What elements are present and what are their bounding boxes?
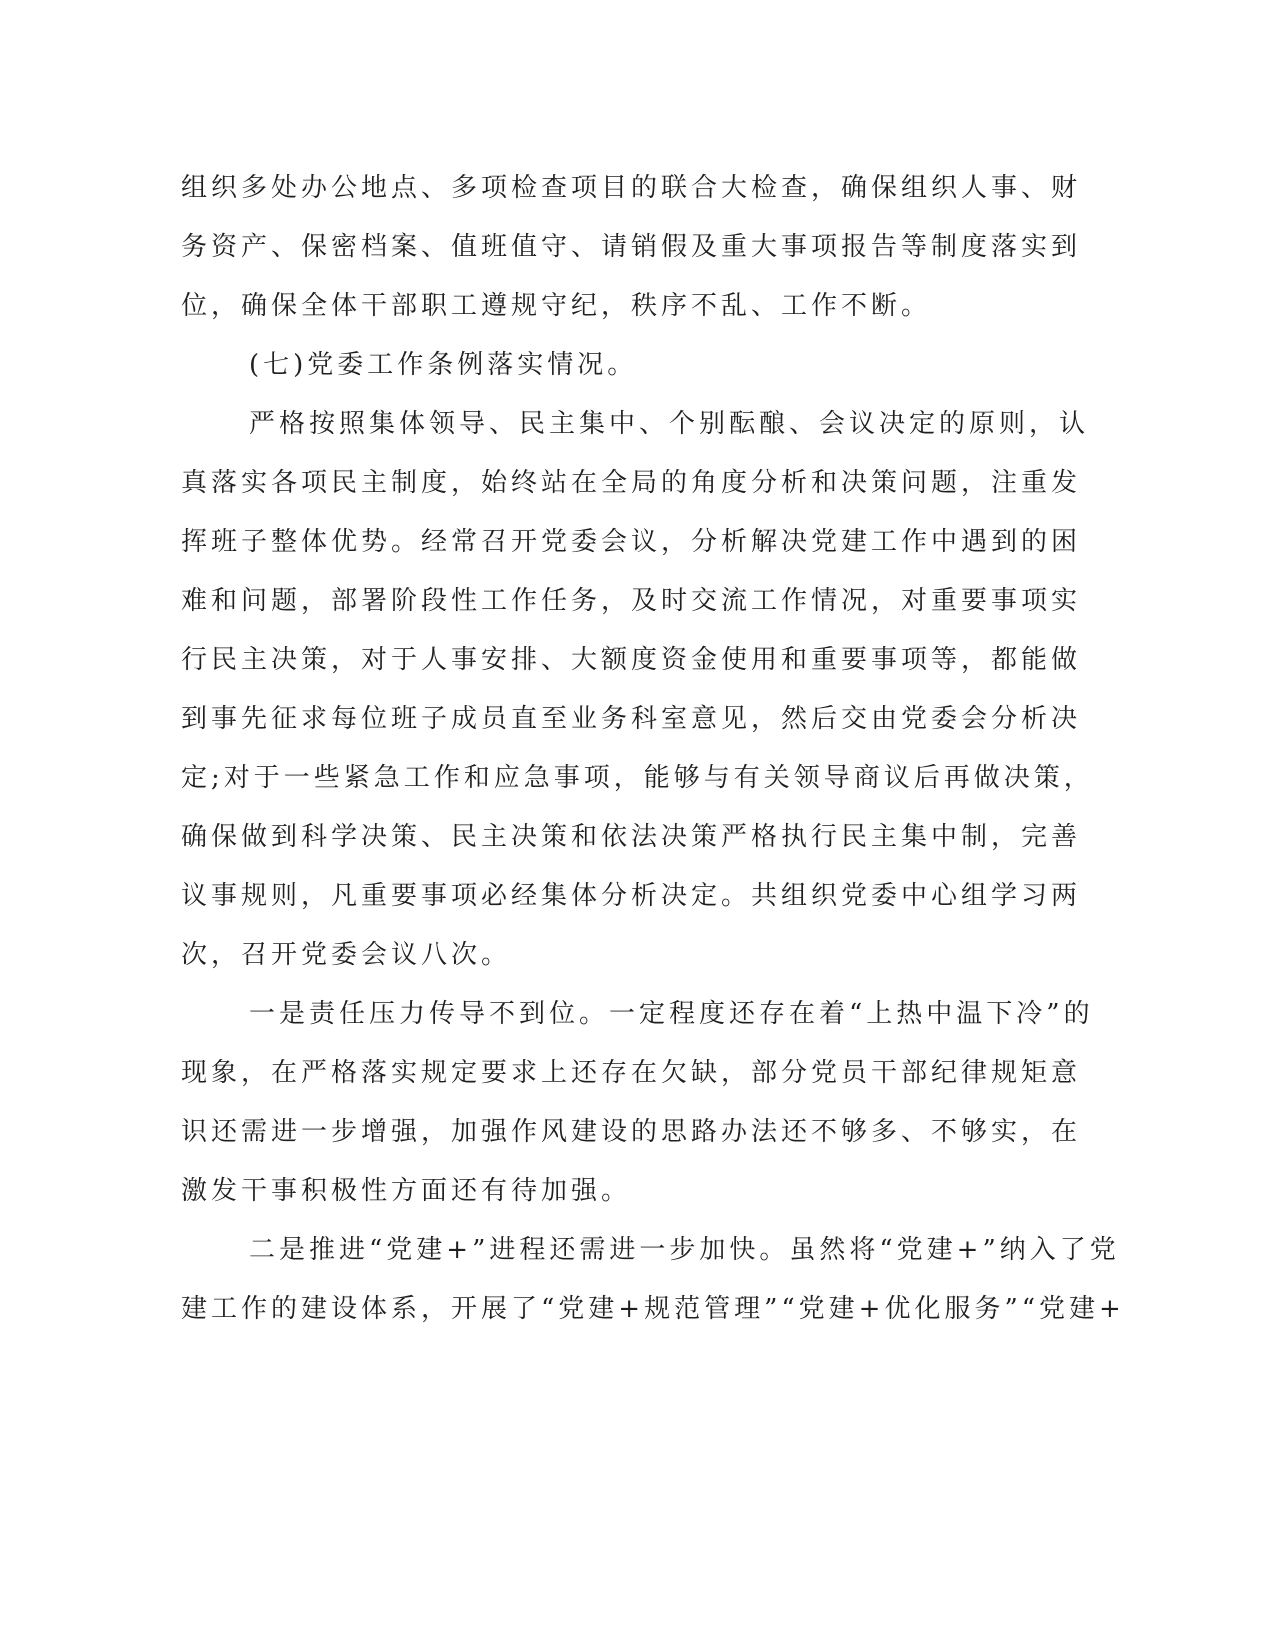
document-body (181, 159, 1125, 1339)
text-line: 议事规则，凡重要事项必经集体分析决定。共组织党委中心组学习两 (181, 881, 1082, 911)
text-line: 位，确保全体干部职工遵规守纪，秩序不乱、工作不断。 (181, 291, 932, 321)
text-line: 建工作的建设体系，开展了“党建+规范管理”“党建+优化服务”“党建+ (181, 1294, 1125, 1324)
text-line: 行民主决策，对于人事安排、大额度资金使用和重要事项等，都能做 (181, 645, 1082, 675)
section-heading: (七)党委工作条例落实情况。 (249, 350, 638, 380)
text-line: 确保做到科学决策、民主决策和依法决策严格执行民主集中制，完善 (181, 822, 1082, 852)
text-line: 到事先征求每位班子成员直至业务科室意见，然后交由党委会分析决 (181, 704, 1082, 734)
text-line: 次，召开党委会议八次。 (181, 940, 512, 970)
text-line: 难和问题，部署阶段性工作任务，及时交流工作情况，对重要事项实 (181, 586, 1082, 616)
text-line: 现象，在严格落实规定要求上还存在欠缺，部分党员干部纪律规矩意 (181, 1058, 1082, 1088)
text-line: 务资产、保密档案、值班值守、请销假及重大事项报告等制度落实到 (181, 232, 1082, 262)
text-line: 识还需进一步增强，加强作风建设的思路办法还不够多、不够实，在 (181, 1117, 1082, 1147)
text-line: 二是推进“党建+”进程还需进一步加快。虽然将“党建+”纳入了党 (249, 1235, 1120, 1265)
text-line: 定;对于一些紧急工作和应急事项，能够与有关领导商议后再做决策， (181, 763, 1094, 793)
text-line: 真落实各项民主制度，始终站在全局的角度分析和决策问题，注重发 (181, 468, 1082, 498)
text-line: 激发干事积极性方面还有待加强。 (181, 1176, 632, 1206)
text-line: 挥班子整体优势。经常召开党委会议，分析解决党建工作中遇到的困 (181, 527, 1082, 557)
text-line: 组织多处办公地点、多项检查项目的联合大检查，确保组织人事、财 (181, 173, 1082, 203)
text-line: 严格按照集体领导、民主集中、个别酝酿、会议决定的原则，认 (249, 409, 1090, 439)
text-line: 一是责任压力传导不到位。一定程度还存在着“上热中温下冷”的 (249, 999, 1094, 1029)
